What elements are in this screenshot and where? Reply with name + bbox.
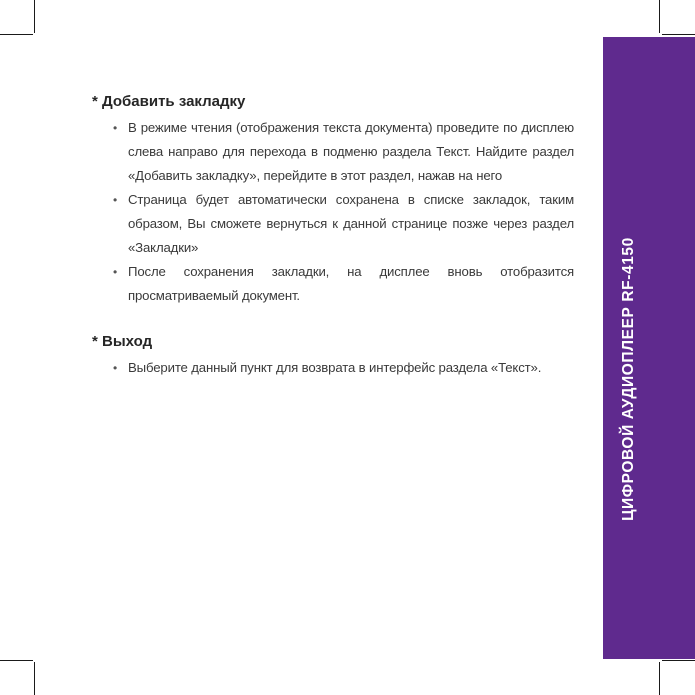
crop-mark — [0, 34, 33, 35]
side-title-text: ЦИФРОВОЙ АУДИОПЛЕЕР RF-4150 — [620, 237, 637, 521]
bullet-list — [92, 116, 574, 308]
list-item-text: После сохранения закладки, на дисплее вновь отобразится просматриваемый документ. — [128, 264, 574, 303]
list-item-text: Страница будет автоматически сохранена в списке закладок, таким образом, Вы сможете вернуться к данной странице позже через раздел «Закладки» — [128, 192, 574, 255]
list-item-text: В режиме чтения (отображения текста документа) проведите по дисплею слева направо для перехода в подменю раздела Текст. Найдите раздел «Добавить закладку», перейдите в этот раздел, нажав на него — [128, 120, 574, 183]
crop-mark — [662, 660, 695, 661]
list-item — [92, 356, 574, 380]
section-add-bookmark — [92, 92, 574, 308]
bullet-list — [92, 356, 574, 380]
document-content — [92, 92, 574, 380]
crop-mark — [34, 662, 35, 695]
bullet-icon: • — [113, 361, 118, 375]
crop-mark — [34, 0, 35, 33]
crop-mark — [662, 34, 695, 35]
section-heading: * Добавить закладку — [92, 93, 246, 110]
section-exit — [92, 332, 574, 380]
side-band — [603, 37, 695, 659]
crop-mark — [659, 662, 660, 695]
list-item — [92, 188, 574, 260]
crop-mark — [0, 660, 33, 661]
list-item — [92, 260, 574, 308]
bullet-icon: • — [113, 265, 118, 279]
list-item — [92, 116, 574, 188]
crop-mark — [659, 0, 660, 33]
section-heading: * Выход — [92, 333, 153, 350]
bullet-icon: • — [113, 121, 118, 135]
list-item-text: Выберите данный пункт для возврата в интерфейс раздела «Текст». — [128, 360, 542, 375]
bullet-icon: • — [113, 193, 118, 207]
